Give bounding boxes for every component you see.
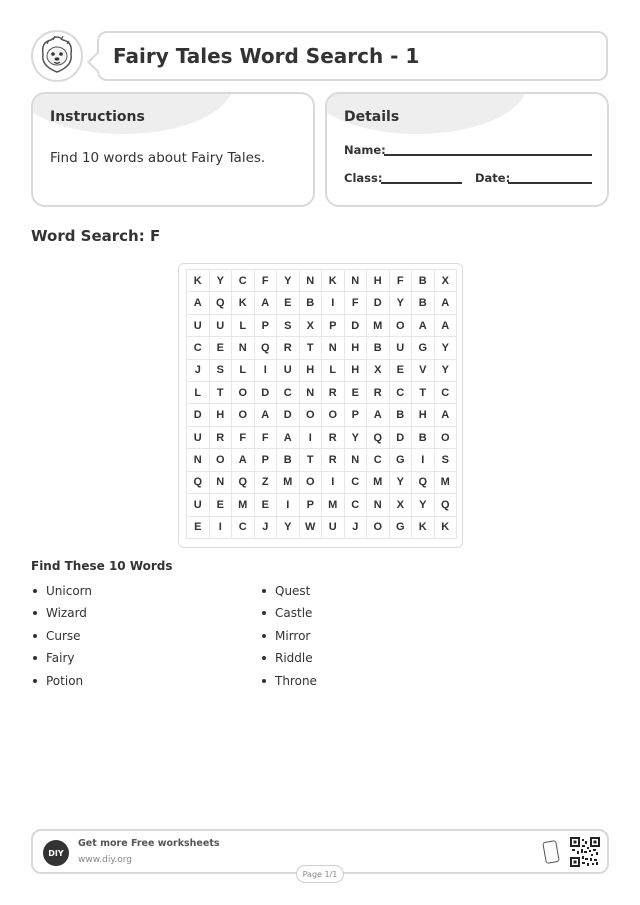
grid-cell[interactable]: E: [255, 494, 278, 516]
grid-cell[interactable]: O: [210, 449, 233, 471]
grid-cell[interactable]: A: [187, 292, 210, 314]
details-heading: Details: [344, 109, 400, 125]
grid-cell[interactable]: C: [187, 337, 210, 359]
page-number: Page 1/1: [296, 865, 344, 883]
grid-cell[interactable]: B: [367, 337, 390, 359]
grid-cell[interactable]: U: [277, 360, 300, 382]
grid-cell[interactable]: J: [187, 360, 210, 382]
qr-code-icon[interactable]: [570, 837, 600, 867]
grid-cell[interactable]: F: [345, 292, 368, 314]
word-list-item: Unicorn: [31, 584, 92, 606]
grid-cell[interactable]: N: [210, 472, 233, 494]
grid-cell[interactable]: Q: [367, 427, 390, 449]
word-list-item: Mirror: [260, 629, 317, 651]
grid-cell[interactable]: J: [345, 517, 368, 539]
grid-cell[interactable]: Y: [435, 360, 458, 382]
grid-cell[interactable]: N: [232, 337, 255, 359]
grid-cell[interactable]: Q: [412, 472, 435, 494]
grid-cell[interactable]: I: [322, 292, 345, 314]
grid-cell[interactable]: Y: [345, 427, 368, 449]
mascot-icon: [31, 30, 83, 82]
word-list-right: [260, 584, 317, 696]
grid-cell[interactable]: I: [412, 449, 435, 471]
word-list-item: Wizard: [31, 606, 92, 628]
grid-cell[interactable]: H: [300, 360, 323, 382]
date-field[interactable]: [508, 182, 592, 184]
grid-cell[interactable]: A: [435, 292, 458, 314]
word-list-item: Curse: [31, 629, 92, 651]
grid-cell[interactable]: D: [277, 404, 300, 426]
grid-cell[interactable]: F: [232, 427, 255, 449]
instructions-text: Find 10 words about Fairy Tales.: [50, 150, 266, 166]
grid-cell[interactable]: E: [210, 337, 233, 359]
grid-cell[interactable]: D: [255, 382, 278, 404]
grid-cell[interactable]: O: [232, 404, 255, 426]
grid-cell[interactable]: Y: [390, 472, 413, 494]
grid-cell[interactable]: B: [300, 292, 323, 314]
grid-cell[interactable]: M: [277, 472, 300, 494]
grid-cell[interactable]: H: [345, 360, 368, 382]
grid-cell[interactable]: M: [367, 472, 390, 494]
grid-cell[interactable]: C: [390, 382, 413, 404]
grid-cell[interactable]: W: [300, 517, 323, 539]
grid-cell[interactable]: A: [412, 315, 435, 337]
grid-cell[interactable]: U: [390, 337, 413, 359]
grid-cell[interactable]: N: [322, 337, 345, 359]
grid-cell[interactable]: I: [300, 427, 323, 449]
grid-cell[interactable]: P: [255, 449, 278, 471]
grid-cell[interactable]: C: [345, 472, 368, 494]
grid-cell[interactable]: F: [255, 270, 278, 292]
word-list-item: Riddle: [260, 651, 317, 673]
name-label: Name:: [344, 143, 386, 157]
grid-cell[interactable]: X: [300, 315, 323, 337]
instructions-heading: Instructions: [50, 109, 145, 125]
grid-cell[interactable]: I: [210, 517, 233, 539]
word-list-item: Throne: [260, 674, 317, 696]
word-search-grid: [186, 269, 457, 539]
grid-cell[interactable]: O: [390, 315, 413, 337]
grid-cell[interactable]: N: [300, 270, 323, 292]
grid-cell[interactable]: D: [367, 292, 390, 314]
name-field[interactable]: [384, 154, 592, 156]
instructions-card: [31, 92, 315, 207]
word-list-item: Quest: [260, 584, 317, 606]
grid-cell[interactable]: B: [412, 292, 435, 314]
grid-cell[interactable]: U: [210, 315, 233, 337]
grid-cell[interactable]: C: [345, 494, 368, 516]
grid-cell[interactable]: Q: [210, 292, 233, 314]
grid-cell[interactable]: U: [322, 517, 345, 539]
grid-cell[interactable]: M: [232, 494, 255, 516]
grid-cell[interactable]: O: [322, 404, 345, 426]
grid-cell[interactable]: K: [187, 270, 210, 292]
grid-cell[interactable]: H: [210, 404, 233, 426]
grid-cell[interactable]: P: [255, 315, 278, 337]
grid-cell[interactable]: V: [412, 360, 435, 382]
grid-cell[interactable]: U: [187, 315, 210, 337]
footer-url[interactable]: www.diy.org: [78, 855, 132, 865]
grid-cell[interactable]: Q: [435, 494, 458, 516]
grid-cell[interactable]: Q: [255, 337, 278, 359]
grid-cell[interactable]: E: [210, 494, 233, 516]
grid-cell[interactable]: N: [345, 270, 368, 292]
grid-cell[interactable]: E: [345, 382, 368, 404]
word-list-item: Castle: [260, 606, 317, 628]
grid-cell[interactable]: R: [322, 427, 345, 449]
grid-cell[interactable]: G: [390, 449, 413, 471]
class-label: Class:: [344, 171, 383, 185]
grid-cell[interactable]: A: [255, 404, 278, 426]
grid-cell[interactable]: E: [187, 517, 210, 539]
grid-cell[interactable]: O: [300, 472, 323, 494]
grid-cell[interactable]: G: [412, 337, 435, 359]
grid-cell[interactable]: H: [367, 270, 390, 292]
grid-cell[interactable]: R: [322, 382, 345, 404]
title-box: [97, 31, 608, 81]
grid-cell[interactable]: J: [255, 517, 278, 539]
grid-cell[interactable]: L: [232, 360, 255, 382]
grid-cell[interactable]: A: [435, 404, 458, 426]
grid-cell[interactable]: A: [435, 315, 458, 337]
grid-cell[interactable]: I: [255, 360, 278, 382]
grid-cell[interactable]: N: [300, 382, 323, 404]
grid-cell[interactable]: K: [232, 292, 255, 314]
grid-cell[interactable]: Y: [412, 494, 435, 516]
grid-cell[interactable]: S: [210, 360, 233, 382]
class-field[interactable]: [381, 182, 462, 184]
grid-cell[interactable]: L: [322, 360, 345, 382]
grid-cell[interactable]: O: [367, 517, 390, 539]
grid-cell[interactable]: O: [300, 404, 323, 426]
word-search-heading: Word Search: F: [31, 227, 161, 245]
grid-cell[interactable]: Y: [277, 517, 300, 539]
grid-cell[interactable]: N: [367, 494, 390, 516]
grid-cell[interactable]: Y: [210, 270, 233, 292]
grid-cell[interactable]: C: [277, 382, 300, 404]
grid-cell[interactable]: M: [435, 472, 458, 494]
date-label: Date:: [475, 171, 511, 185]
grid-cell[interactable]: U: [187, 427, 210, 449]
grid-cell[interactable]: T: [412, 382, 435, 404]
details-card: [325, 92, 609, 207]
grid-cell[interactable]: S: [277, 315, 300, 337]
grid-cell[interactable]: Y: [390, 292, 413, 314]
grid-cell[interactable]: R: [322, 449, 345, 471]
grid-cell[interactable]: A: [367, 404, 390, 426]
grid-cell[interactable]: R: [210, 427, 233, 449]
grid-cell[interactable]: F: [255, 427, 278, 449]
grid-cell[interactable]: T: [300, 449, 323, 471]
grid-cell[interactable]: P: [300, 494, 323, 516]
grid-cell[interactable]: R: [367, 382, 390, 404]
grid-cell[interactable]: C: [232, 270, 255, 292]
grid-cell[interactable]: T: [210, 382, 233, 404]
grid-cell[interactable]: T: [300, 337, 323, 359]
grid-cell[interactable]: H: [412, 404, 435, 426]
grid-cell[interactable]: X: [435, 270, 458, 292]
grid-cell[interactable]: N: [187, 449, 210, 471]
grid-cell[interactable]: C: [367, 449, 390, 471]
grid-cell[interactable]: K: [412, 517, 435, 539]
grid-cell[interactable]: C: [435, 382, 458, 404]
word-list-item: Potion: [31, 674, 92, 696]
grid-cell[interactable]: A: [232, 449, 255, 471]
grid-cell[interactable]: Q: [187, 472, 210, 494]
grid-cell[interactable]: D: [390, 427, 413, 449]
grid-cell[interactable]: M: [367, 315, 390, 337]
grid-cell[interactable]: H: [345, 337, 368, 359]
grid-cell[interactable]: Y: [277, 270, 300, 292]
grid-cell[interactable]: B: [412, 427, 435, 449]
footer-title: Get more Free worksheets: [78, 838, 220, 849]
word-list-left: [31, 584, 92, 696]
grid-cell[interactable]: B: [412, 270, 435, 292]
grid-cell[interactable]: Z: [255, 472, 278, 494]
grid-cell[interactable]: O: [435, 427, 458, 449]
grid-cell[interactable]: E: [277, 292, 300, 314]
word-list-item: Fairy: [31, 651, 92, 673]
grid-cell[interactable]: A: [255, 292, 278, 314]
grid-cell[interactable]: F: [390, 270, 413, 292]
diy-logo[interactable]: DIY: [43, 840, 69, 866]
grid-cell[interactable]: D: [345, 315, 368, 337]
grid-cell[interactable]: P: [345, 404, 368, 426]
grid-cell[interactable]: U: [187, 494, 210, 516]
grid-cell[interactable]: D: [187, 404, 210, 426]
grid-cell[interactable]: I: [322, 472, 345, 494]
grid-cell[interactable]: R: [277, 337, 300, 359]
grid-cell[interactable]: I: [277, 494, 300, 516]
phone-icon: [542, 840, 560, 864]
grid-cell[interactable]: N: [345, 449, 368, 471]
grid-cell[interactable]: Y: [435, 337, 458, 359]
grid-cell[interactable]: E: [390, 360, 413, 382]
grid-cell[interactable]: O: [232, 382, 255, 404]
grid-cell[interactable]: B: [277, 449, 300, 471]
grid-cell[interactable]: K: [435, 517, 458, 539]
grid-cell[interactable]: X: [367, 360, 390, 382]
grid-cell[interactable]: C: [232, 517, 255, 539]
grid-cell[interactable]: P: [322, 315, 345, 337]
grid-cell[interactable]: S: [435, 449, 458, 471]
word-search-grid-frame: [178, 263, 463, 548]
page-title: Fairy Tales Word Search - 1: [113, 44, 420, 68]
grid-cell[interactable]: K: [322, 270, 345, 292]
grid-cell[interactable]: L: [187, 382, 210, 404]
grid-cell[interactable]: G: [390, 517, 413, 539]
grid-cell[interactable]: Q: [232, 472, 255, 494]
grid-cell[interactable]: X: [390, 494, 413, 516]
grid-cell[interactable]: M: [322, 494, 345, 516]
grid-cell[interactable]: B: [390, 404, 413, 426]
word-list-heading: Find These 10 Words: [31, 559, 173, 573]
grid-cell[interactable]: A: [277, 427, 300, 449]
grid-cell[interactable]: L: [232, 315, 255, 337]
